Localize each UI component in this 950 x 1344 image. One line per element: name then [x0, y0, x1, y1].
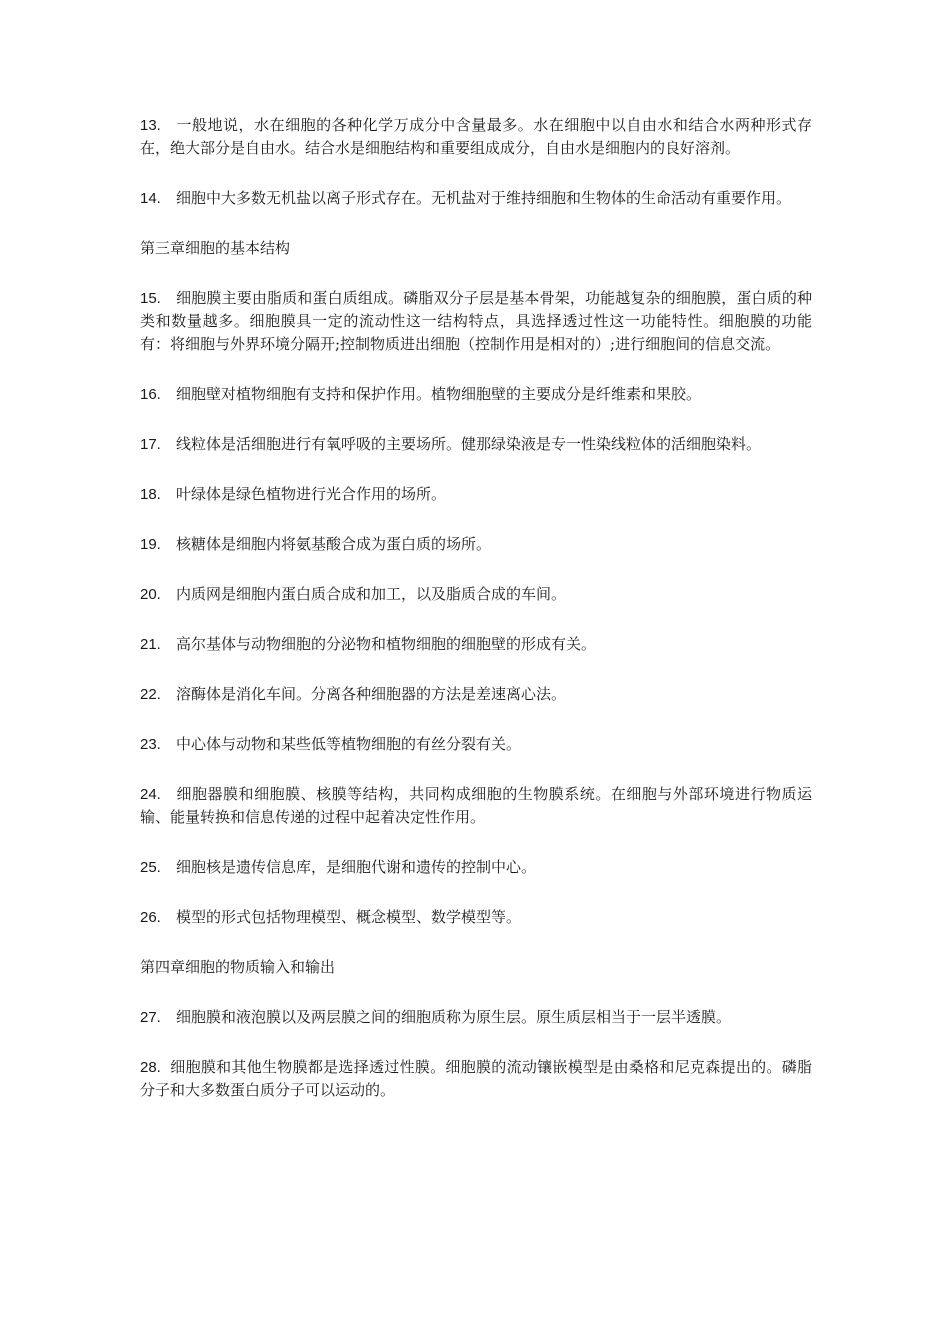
item-text: 细胞器膜和细胞膜、核膜等结构，共同构成细胞的生物膜系统。在细胞与外部环境进行物质运输、能量转换和信息传递的过程中起着决定性作用。: [140, 785, 812, 826]
numbered-paragraph: [140, 1006, 812, 1029]
item-number: 21.: [140, 636, 161, 653]
item-text: 细胞膜和液泡膜以及两层膜之间的细胞质称为原生层。原生质层相当于一层半透膜。: [176, 1008, 732, 1026]
item-number: 13.: [140, 117, 161, 134]
numbered-paragraph: [140, 433, 812, 456]
numbered-paragraph: [140, 683, 812, 706]
item-text: 线粒体是活细胞进行有氧呼吸的主要场所。健那绿染液是专一性染线粒体的活细胞染料。: [176, 435, 762, 453]
item-number: 20.: [140, 586, 161, 603]
item-number: 19.: [140, 536, 161, 553]
section-heading: 第四章细胞的物质输入和输出: [140, 958, 336, 976]
item-number: 14.: [140, 190, 161, 207]
numbered-paragraph: [140, 583, 812, 606]
item-number: 24.: [140, 786, 161, 803]
item-text: 细胞核是遗传信息库，是细胞代谢和遗传的控制中心。: [176, 858, 537, 876]
document-body: [140, 114, 812, 1129]
item-text: 溶酶体是消化车间。分离各种细胞器的方法是差速离心法。: [176, 685, 567, 703]
item-number: 18.: [140, 486, 161, 503]
item-text: 细胞膜主要由脂质和蛋白质组成。磷脂双分子层是基本骨架，功能越复杂的细胞膜，蛋白质的种类和数量越多。细胞膜具一定的流动性这一结构特点，具选择透过性这一功能特性。细胞膜的功能有：将细胞与外界环境分隔开;控制物质进出细胞（控制作用是相对的）;进行细胞间的信息交流。: [140, 289, 812, 353]
item-number: 16.: [140, 386, 161, 403]
item-number: 15.: [140, 290, 161, 307]
numbered-paragraph: [140, 483, 812, 506]
item-number: 26.: [140, 909, 161, 926]
numbered-paragraph: [140, 856, 812, 879]
numbered-paragraph: [140, 1056, 812, 1102]
item-text: 叶绿体是绿色植物进行光合作用的场所。: [176, 485, 447, 503]
item-number: 27.: [140, 1009, 161, 1026]
item-number: 28.: [140, 1059, 161, 1076]
numbered-paragraph: [140, 383, 812, 406]
numbered-paragraph: [140, 906, 812, 929]
item-text: 细胞膜和其他生物膜都是选择透过性膜。细胞膜的流动镶嵌模型是由桑格和尼克森提出的。磷脂分子和大多数蛋白质分子可以运动的。: [140, 1058, 812, 1099]
item-text: 核糖体是细胞内将氨基酸合成为蛋白质的场所。: [176, 535, 492, 553]
item-text: 细胞壁对植物细胞有支持和保护作用。植物细胞壁的主要成分是纤维素和果胶。: [176, 385, 702, 403]
item-text: 高尔基体与动物细胞的分泌物和植物细胞的细胞壁的形成有关。: [176, 635, 597, 653]
numbered-paragraph: [140, 114, 812, 160]
numbered-paragraph: [140, 783, 812, 829]
item-text: 内质网是细胞内蛋白质合成和加工，以及脂质合成的车间。: [176, 585, 567, 603]
item-text: 中心体与动物和某些低等植物细胞的有丝分裂有关。: [176, 735, 522, 753]
numbered-paragraph: [140, 633, 812, 656]
item-text: 细胞中大多数无机盐以离子形式存在。无机盐对于维持细胞和生物体的生命活动有重要作用。: [176, 189, 792, 207]
item-number: 22.: [140, 686, 161, 703]
item-number: 23.: [140, 736, 161, 753]
item-text: 一般地说，水在细胞的各种化学万成分中含量最多。水在细胞中以自由水和结合水两种形式存在，绝大部分是自由水。结合水是细胞结构和重要组成成分，自由水是细胞内的良好溶剂。: [140, 116, 812, 157]
numbered-paragraph: [140, 287, 812, 356]
item-number: 25.: [140, 859, 161, 876]
numbered-paragraph: [140, 733, 812, 756]
numbered-paragraph: [140, 187, 812, 210]
section-heading: 第三章细胞的基本结构: [140, 239, 291, 257]
item-number: 17.: [140, 436, 161, 453]
numbered-paragraph: [140, 533, 812, 556]
item-text: 模型的形式包括物理模型、概念模型、数学模型等。: [176, 908, 522, 926]
